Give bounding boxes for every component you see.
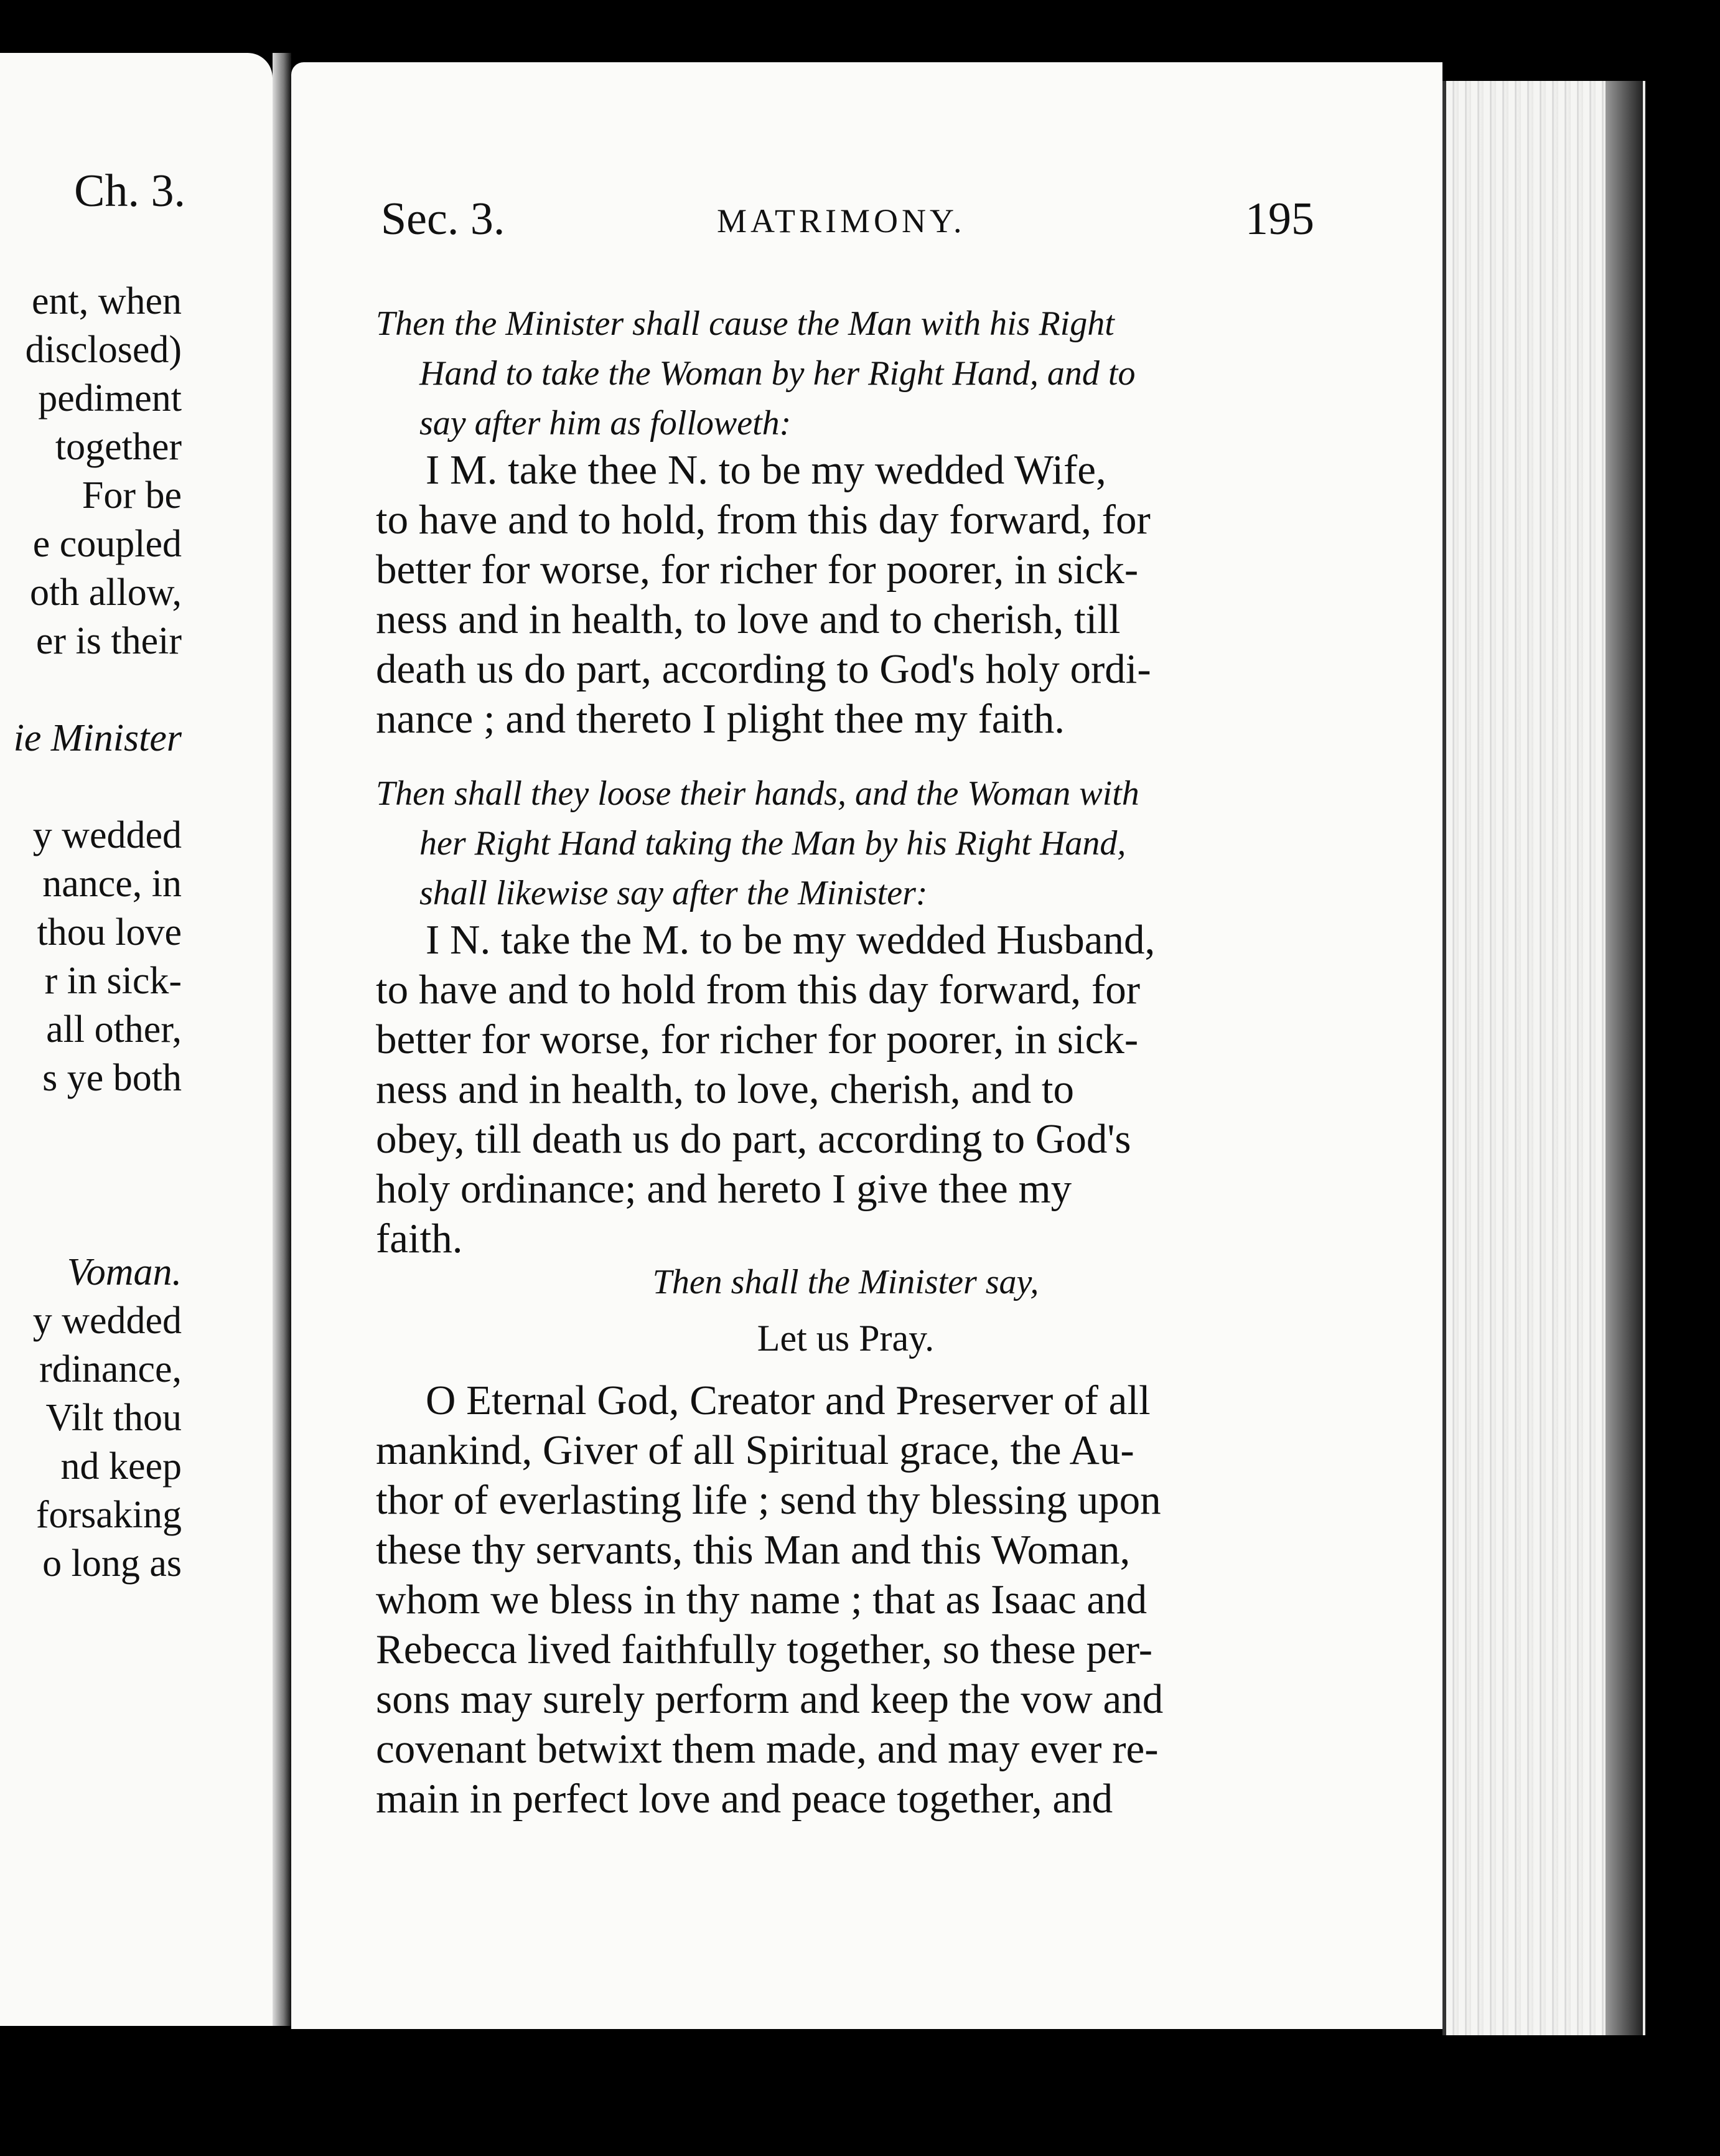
left-page-line: o long as	[42, 1542, 182, 1585]
prayer-heading: Let us Pray.	[757, 1318, 935, 1359]
left-page-line: nance, in	[42, 863, 182, 905]
left-page-line	[14, 762, 182, 811]
left-page-line: together	[55, 426, 182, 468]
left-page-line: all other,	[46, 1008, 182, 1051]
left-page-line: Voman.	[67, 1251, 182, 1293]
page-number: 195	[1245, 194, 1314, 245]
left-page-line: forsaking	[35, 1494, 182, 1536]
left-page-line	[14, 1102, 182, 1151]
left-page-line: nd keep	[60, 1445, 182, 1488]
left-page-line	[14, 665, 182, 714]
running-head	[381, 193, 1314, 255]
prayer-line: Rebecca lived faithfully together, so these per-	[376, 1626, 1153, 1672]
vow-man	[376, 445, 1316, 744]
left-page-line: y wedded	[32, 814, 182, 856]
prayer-line: covenant betwixt them made, and may ever re-	[376, 1726, 1159, 1772]
rubric-line: her Right Hand taking the Man by his Right Hand,	[419, 824, 1126, 863]
left-page-line: pediment	[38, 377, 182, 419]
vow-line: better for worse, for richer for poorer, in sick-	[376, 546, 1139, 593]
vow-line: to have and to hold from this day forward, for	[376, 967, 1141, 1013]
prayer-line: sons may surely perform and keep the vow and	[376, 1676, 1164, 1722]
left-page-line: rdinance,	[39, 1348, 182, 1390]
page-title: MATRIMONY.	[717, 202, 966, 240]
left-page-line: e coupled	[32, 523, 182, 565]
left-page-line: Vilt thou	[45, 1397, 182, 1439]
prayer-line: thor of everlasting life ; send thy blessing upon	[376, 1477, 1161, 1523]
left-page-line: y wedded	[32, 1300, 182, 1342]
section-label: Sec. 3.	[381, 194, 505, 245]
prayer-line: these thy servants, this Man and this Woman,	[376, 1527, 1131, 1573]
left-page-line	[14, 1199, 182, 1248]
left-page-line: ent, when	[31, 280, 182, 322]
rubric-line: shall likewise say after the Minister:	[419, 874, 928, 912]
prayer-line: main in perfect love and peace together, and	[376, 1776, 1113, 1822]
vow-line: better for worse, for richer for poorer, in sick-	[376, 1016, 1139, 1062]
rubric-line: Then the Minister shall cause the Man with his Right	[376, 304, 1115, 343]
left-facing-page	[0, 53, 273, 2026]
prayer-text	[376, 1376, 1316, 1824]
book-gutter	[273, 53, 291, 2026]
vow-woman	[376, 915, 1316, 1263]
prayer-line: whom we bless in thy name ; that as Isaac and	[376, 1577, 1147, 1623]
rubric-man-takes-hand	[376, 299, 1316, 448]
left-page-line	[14, 1151, 182, 1199]
vow-line: faith.	[376, 1216, 463, 1262]
rubric-minister-say: Then shall the Minister say,	[652, 1263, 1039, 1301]
left-page-line: ie Minister	[13, 717, 182, 759]
prayer-line: O Eternal God, Creator and Preserver of all	[426, 1377, 1151, 1423]
left-page-line: er is their	[35, 620, 182, 662]
left-page-line: thou love	[37, 911, 182, 954]
left-page-line: s ye both	[42, 1057, 182, 1099]
rubric-woman-takes-hand	[376, 769, 1316, 918]
book-edge-shadow	[1605, 81, 1643, 2035]
vow-line: ness and in health, to love, cherish, and to	[376, 1066, 1074, 1112]
vow-line: holy ordinance; and hereto I give thee my	[376, 1166, 1072, 1212]
vow-line: nance ; and thereto I plight thee my faith.	[376, 696, 1065, 742]
left-page-line: disclosed)	[25, 329, 182, 371]
left-page-line: oth allow,	[30, 571, 182, 614]
vow-line: death us do part, according to God's holy ordi-	[376, 646, 1151, 692]
left-page-header: Ch. 3.	[74, 166, 185, 217]
vow-line: to have and to hold, from this day forward, for	[376, 497, 1151, 543]
left-page-line: For be	[82, 474, 182, 517]
rubric-line: Hand to take the Woman by her Right Hand, and to	[419, 354, 1136, 393]
rubric-line: say after him as followeth:	[419, 404, 792, 443]
prayer-line: mankind, Giver of all Spiritual grace, the Au-	[376, 1427, 1134, 1473]
vow-line: obey, till death us do part, according to God's	[376, 1116, 1131, 1162]
vow-line: ness and in health, to love and to cherish, till	[376, 596, 1121, 642]
vow-line: I N. take the M. to be my wedded Husband,	[426, 917, 1156, 963]
vow-line: I M. take thee N. to be my wedded Wife,	[426, 447, 1106, 493]
left-page-line: r in sick-	[44, 960, 182, 1002]
rubric-line: Then shall they loose their hands, and the Woman with	[376, 774, 1139, 813]
left-page-text	[14, 277, 182, 1588]
